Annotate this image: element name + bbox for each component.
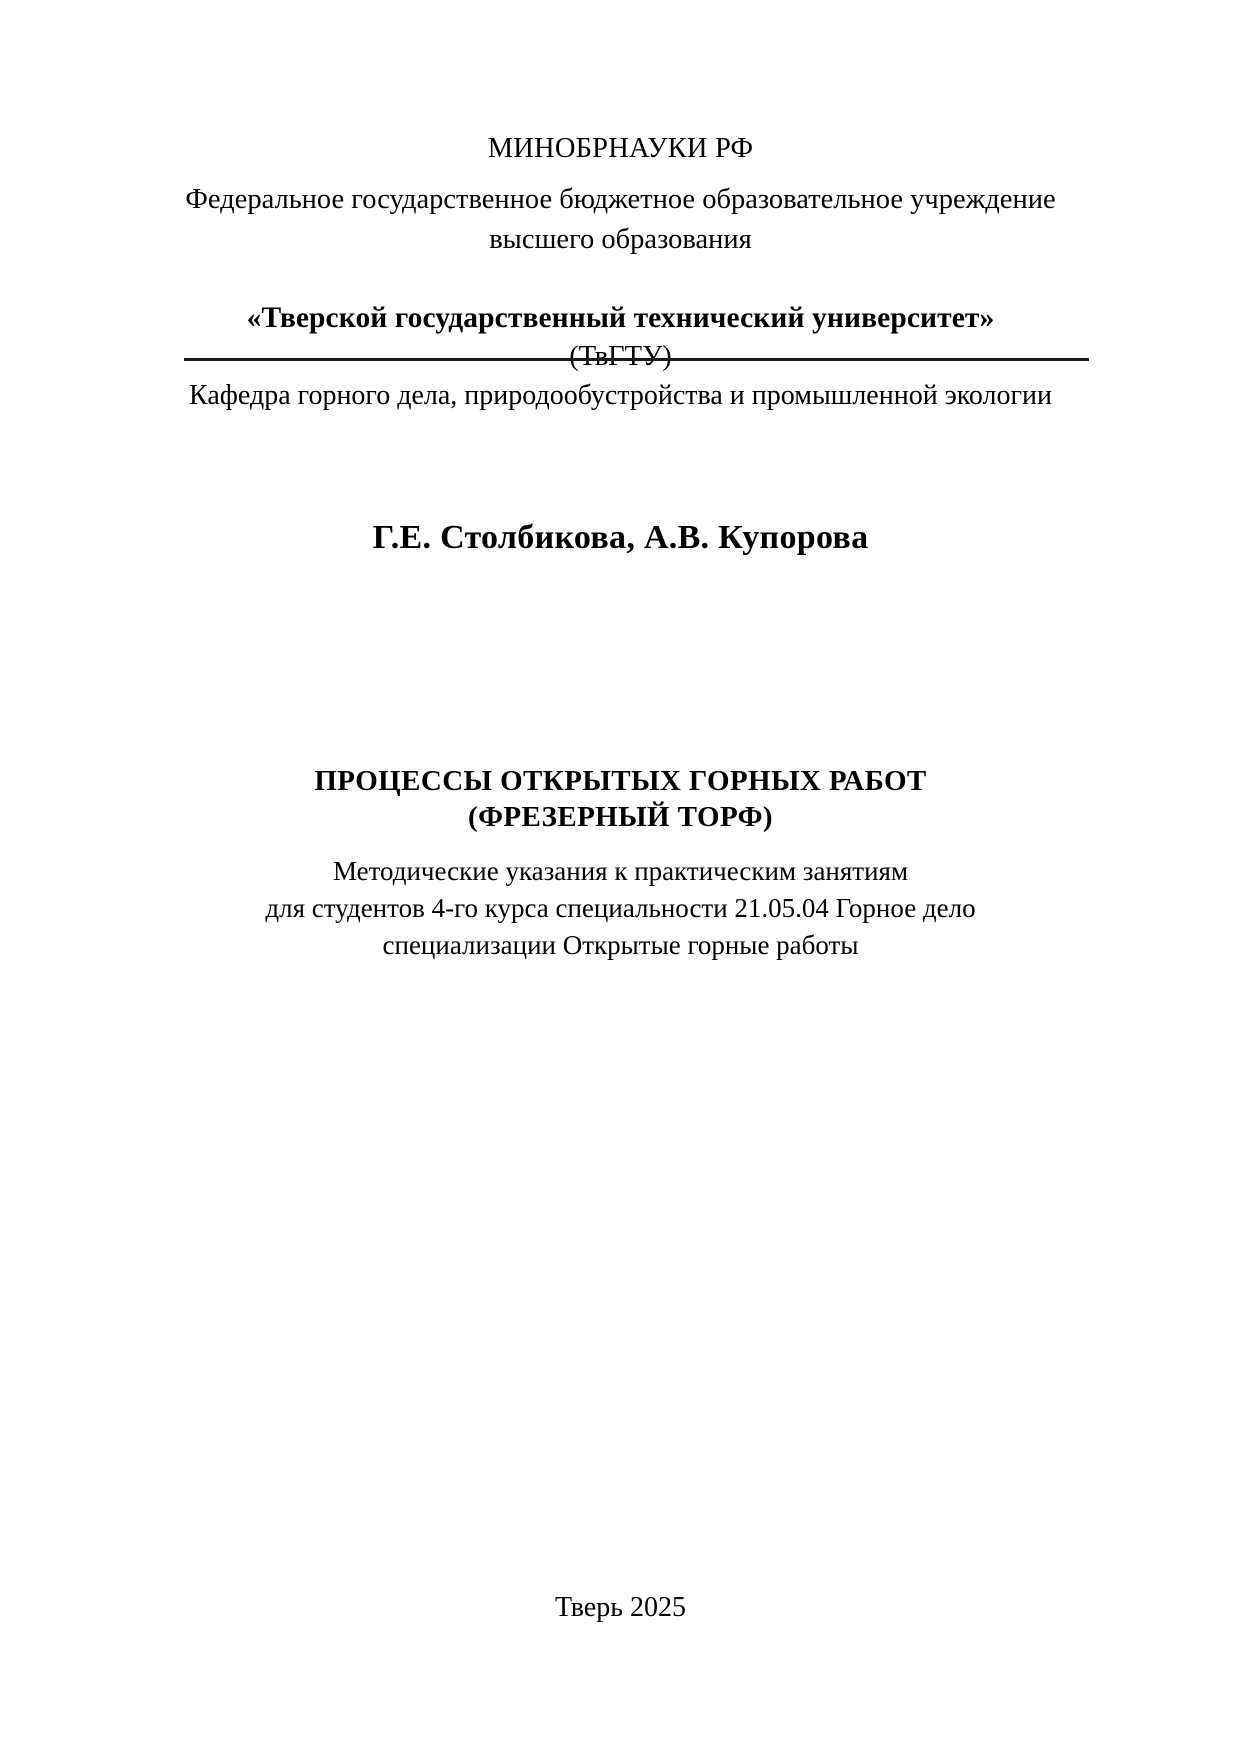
- university-abbreviation: (ТвГТУ): [569, 341, 672, 372]
- university-name: «Тверской государственный технический университет»: [246, 302, 995, 334]
- ministry-line: МИНОБРНАУКИ РФ: [487, 133, 754, 164]
- founder-block: [150, 180, 1091, 260]
- founder-line-2: высшего образования: [489, 224, 752, 255]
- document-title: [150, 763, 1091, 835]
- publication-place-year: Тверь 2025: [555, 1592, 686, 1623]
- document-subtitle: [150, 853, 1091, 964]
- subtitle-line-3: специализации Открытые горные работы: [382, 930, 859, 960]
- masthead: [150, 130, 1091, 376]
- document-title-line-1: ПРОЦЕССЫ ОТКРЫТЫХ ГОРНЫХ РАБОТ: [314, 765, 927, 797]
- authors-line: Г.Е. Столбикова, А.В. Купорова: [372, 519, 869, 556]
- document-title-line-2: (ФРЕЗЕРНЫЙ ТОРФ): [468, 801, 773, 833]
- subtitle-line-1: Методические указания к практическим занятиям: [332, 856, 909, 886]
- subtitle-line-2: для студентов 4-го курса специальности 21.05.04 Горное дело: [265, 893, 976, 923]
- horizontal-divider: [184, 358, 1089, 361]
- founder-line-1: Федеральное государственное бюджетное образовательное учреждение: [185, 184, 1056, 215]
- department-line: Кафедра горного дела, природообустройства и промышленной экологии: [189, 380, 1052, 411]
